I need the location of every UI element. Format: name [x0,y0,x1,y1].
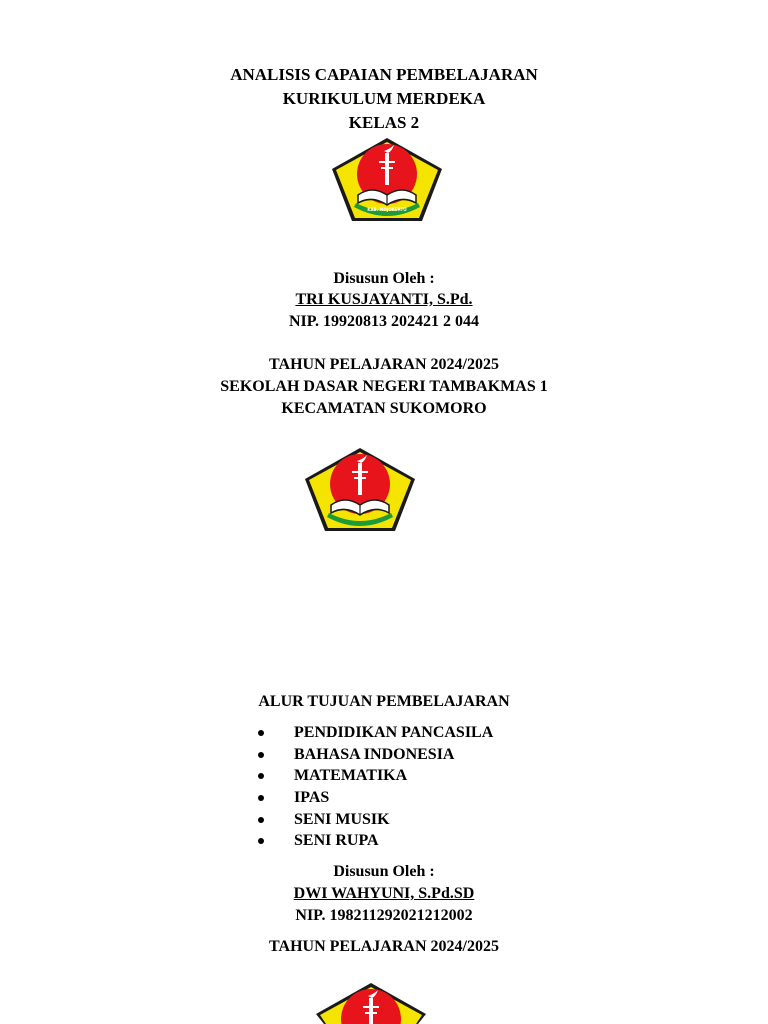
list-item [256,787,493,809]
cover1-district: KECAMATAN SUKOMORO [281,400,487,417]
cover1-title-line-3: KELAS 2 [348,113,420,132]
bullet-icon [258,838,264,844]
cover1-title-line-2: KURIKULUM MERDEKA [282,89,486,108]
cover1-author [0,290,768,310]
logo-ribbon-text: KAB. MOJOKERTO [367,207,407,212]
cover1-title-line-1: ANALISIS CAPAIAN PEMBELAJARAN [230,65,538,84]
bullet-icon [258,795,264,801]
cover2-author-name: DWI WAHYUNI, S.Pd.SD [293,885,475,902]
cover2-title: ALUR TUJUAN PEMBELAJARAN [258,693,510,710]
subject-label: BAHASA INDONESIA [294,745,455,763]
cover1-school: SEKOLAH DASAR NEGERI TAMBAKMAS 1 [220,378,548,395]
cover1-year: TAHUN PELAJARAN 2024/2025 [269,356,499,373]
subject-list [256,722,493,852]
list-item [256,809,493,831]
cover2-author [0,884,768,904]
school-emblem-logo-2 [303,447,417,533]
list-item [256,722,493,744]
cover1-author-name: TRI KUSJAYANTI, S.Pd. [295,291,473,308]
subject-label: IPAS [294,789,330,807]
cover1-compiled-by: Disusun Oleh : [333,270,435,287]
subject-label: MATEMATIKA [294,767,408,785]
subject-label: PENDIDIKAN PANCASILA [294,724,494,741]
school-emblem-logo [330,137,444,223]
list-item [256,830,493,852]
bullet-icon [258,817,264,823]
bullet-icon [258,752,264,758]
bullet-icon [258,773,264,779]
cover2-year: TAHUN PELAJARAN 2024/2025 [269,938,499,955]
subject-label: SENI RUPA [294,832,379,850]
cover1-nip: NIP. 19920813 202421 2 044 [288,313,480,330]
cover2-nip: NIP. 198211292021212002 [295,907,473,924]
subject-label: SENI MUSIK [294,810,390,828]
school-emblem-logo-3 [314,982,428,1024]
bullet-icon [258,730,264,736]
list-item [256,765,493,787]
list-item [256,744,493,766]
cover2-compiled-by: Disusun Oleh : [333,863,435,880]
